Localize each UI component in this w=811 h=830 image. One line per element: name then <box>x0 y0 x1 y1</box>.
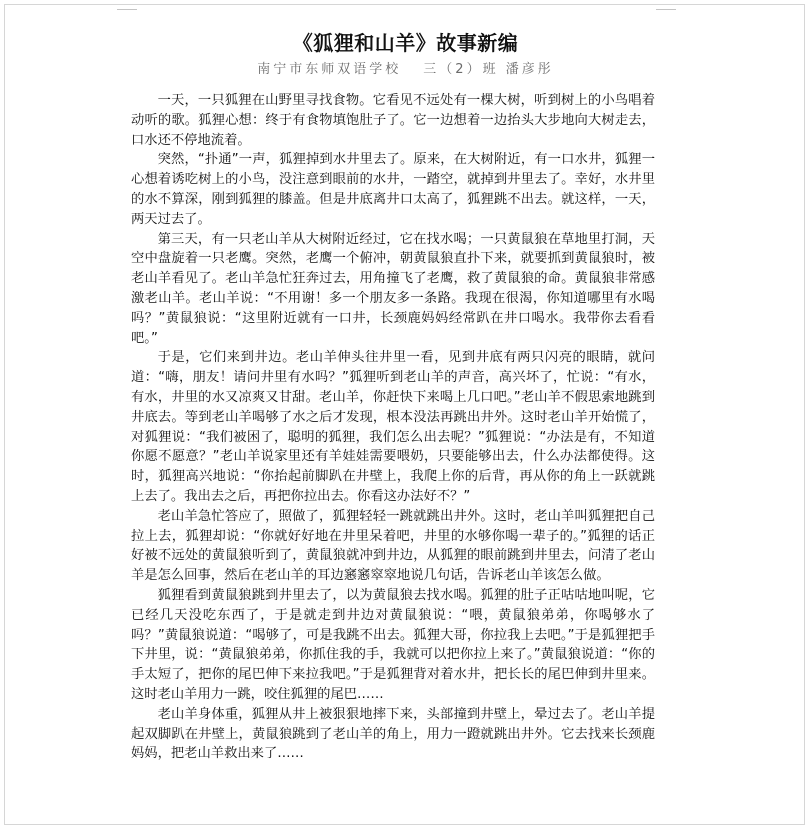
story-body <box>131 91 655 764</box>
byline-author: 三（2）班 潘彦彤 <box>423 62 554 77</box>
byline-school: 南宁市东师双语学校 <box>257 62 402 77</box>
story-paragraph-5: 老山羊急忙答应了，照做了，狐狸轻轻一跳就跳出井外。这时，老山羊叫狐狸把自己拉上去，狐狸却说：“你就好好地在井里呆着吧，井里的水够你喝一辈子的。”狐狸的话正好被不远处的黄鼠狼听到了，黄鼠狼就冲到井边，从狐狸的眼前跳到井里去，问清了老山羊是怎么回事，然后在老山羊的耳边窸窸窣窣地说几句话，告诉老山羊该怎么做。 <box>131 508 655 584</box>
document-title: 《狐狸和山羊》故事新编 <box>292 31 519 56</box>
story-paragraph-2: 突然，“扑通”一声，狐狸掉到水井里去了。原来，在大树附近，有一口水井，狐狸一心想着诱吃树上的小鸟，没注意到眼前的水井，一踏空，就掉到井里去了。幸好，水井里的水不算深，刚到狐狸的膝盖。但是井底离井口太高了，狐狸跳不出去。就这样，一天，两天过去了。 <box>131 152 655 227</box>
story-paragraph-3: 第三天，有一只老山羊从大树附近经过，它在找水喝；一只黄鼠狼在草地里打洞，天空中盘旋着一只老鹰。突然，老鹰一个俯冲，朝黄鼠狼直扑下来，就要抓到黄鼠狼时，被老山羊看见了。老山羊急忙狂奔过去，用角撞飞了老鹰，救了黄鼠狼的命。黄鼠狼非常感激老山羊。老山羊说：“不用谢！多一个朋友多一条路。我现在很渴，你知道哪里有水喝吗？”黄鼠狼说：“这里附近就有一口井，长颈鹿妈妈经常趴在井口喝水。我带你去看看吧。” <box>131 231 655 346</box>
byline <box>0 60 811 80</box>
margin-corner-mark-right <box>656 9 676 10</box>
story-paragraph-7: 老山羊身体重，狐狸从井上被狠狠地摔下来，头部撞到井壁上，晕过去了。老山羊提起双脚趴在井壁上，黄鼠狼跳到了老山羊的角上，用力一蹬就跳出井外。它去找来长颈鹿妈妈，把老山羊救出来了…… <box>131 706 655 762</box>
margin-corner-mark-left <box>117 9 137 10</box>
story-paragraph-4: 于是，它们来到井边。老山羊伸头往井里一看，见到井底有两只闪亮的眼睛，就问道：“嗨，朋友！请问井里有水吗？”狐狸听到老山羊的声音，高兴坏了，忙说：“有水，有水，井里的水又凉爽又甘甜。老山羊，你赶快下来喝上几口吧。”老山羊不假思索地跳到井底去。等到老山羊喝够了水之后才发现，根本没法再跳出井外。这时老山羊开始慌了，对狐狸说：“我们被困了，聪明的狐狸，我们怎么出去呢？”狐狸说：“办法是有，不知道你愿不愿意？”老山羊说家里还有羊娃娃需要喂奶，只要能够出去，什么办法都使得。这时，狐狸高兴地说：“你抬起前脚趴在井壁上，我爬上你的后背，再从你的角上一跃就跳上去了。我出去之后，再把你拉出去。你看这办法好不？” <box>131 350 655 504</box>
story-paragraph-1: 一天，一只狐狸在山野里寻找食物。它看见不远处有一棵大树，听到树上的小鸟唱着动听的歌。狐狸心想：终于有食物填饱肚子了。它一边想着一边抬头大步地向大树走去，口水还不停地流着。 <box>131 93 655 148</box>
story-paragraph-6: 狐狸看到黄鼠狼跳到井里去了，以为黄鼠狼去找水喝。狐狸的肚子正咕咕地叫呢，它已经几天没吃东西了，于是就走到井边对黄鼠狼说：“喂，黄鼠狼弟弟，你喝够水了吗？”黄鼠狼说道：“喝够了，可是我跳不出去。狐狸大哥，你拉我上去吧。”于是狐狸把手下井里，说：“黄鼠狼弟弟，你抓住我的手，我就可以把你拉上来了。”黄鼠狼说道：“你的手太短了，把你的尾巴伸下来拉我吧。”于是狐狸背对着水井，把长长的尾巴伸到井里来。这时老山羊用力一跳，咬住狐狸的尾巴…… <box>131 587 655 702</box>
